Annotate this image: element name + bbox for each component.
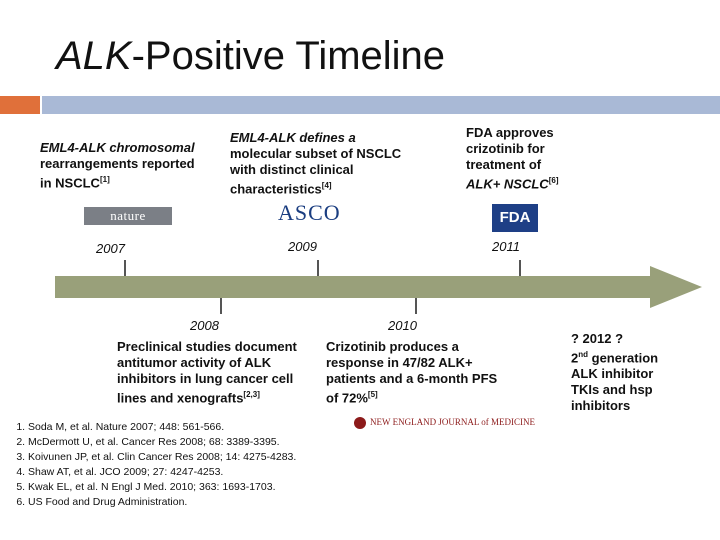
nejm-seal-icon bbox=[354, 417, 366, 429]
asco-logo: ASCO bbox=[278, 200, 341, 225]
year-2008-label: 2008 bbox=[190, 318, 219, 333]
event-2009-note: EML4-ALK defines a molecular subset of NSCLC with distinct clinical characteristics[4] bbox=[230, 130, 402, 197]
year-2009-label: 2009 bbox=[288, 239, 317, 254]
event-2010-note: Crizotinib produces a response in 47/82 ALK+ patients and a 6-month PFS of 72%[5] bbox=[326, 339, 498, 406]
reference-item: 6. US Food and Drug Administration. bbox=[28, 495, 296, 510]
reference-item: 2. McDermott U, et al. Cancer Res 2008; 68: 3389-3395. bbox=[28, 435, 296, 450]
event-2007-note: EML4-ALK chromosomal rearrangements reported in NSCLC[1] bbox=[40, 140, 195, 191]
fda-logo: FDA bbox=[492, 204, 538, 232]
nature-logo: nature bbox=[84, 207, 172, 225]
event-2011-note: FDA approves crizotinib for treatment of ALK+ NSCLC[6] bbox=[466, 125, 559, 192]
event-2008-note: Preclinical studies document antitumor activity of ALK inhibitors in lung cancer cell lines and xenografts[2,3] bbox=[117, 339, 297, 406]
tick-2007 bbox=[124, 260, 126, 276]
reference-item: 4. Shaw AT, et al. JCO 2009; 27: 4247-4253. bbox=[28, 465, 296, 480]
tick-2009 bbox=[317, 260, 319, 276]
slide-title: ALK-Positive Timeline bbox=[56, 34, 446, 78]
timeline-bar bbox=[55, 276, 650, 298]
timeline-arrowhead bbox=[650, 266, 702, 308]
tick-2010 bbox=[415, 298, 417, 314]
year-2007-label: 2007 bbox=[96, 241, 125, 256]
title-rule-bar bbox=[42, 96, 720, 114]
tick-2011 bbox=[519, 260, 521, 276]
reference-item: 3. Koivunen JP, et al. Clin Cancer Res 2008; 14: 4275-4283. bbox=[28, 450, 296, 465]
nejm-logo: NEW ENGLAND JOURNAL of MEDICINE bbox=[354, 417, 535, 429]
references-list bbox=[8, 420, 296, 510]
title-accent-bar bbox=[0, 96, 40, 114]
reference-item: 5. Kwak EL, et al. N Engl J Med. 2010; 363: 1693-1703. bbox=[28, 480, 296, 495]
year-2011-label: 2011 bbox=[492, 239, 520, 254]
reference-item: 1. Soda M, et al. Nature 2007; 448: 561-566. bbox=[28, 420, 296, 435]
future-note: ? 2012 ? 2nd generation ALK inhibitor TKIs and hsp inhibitors bbox=[571, 331, 659, 414]
tick-2008 bbox=[220, 298, 222, 314]
year-2010-label: 2010 bbox=[388, 318, 417, 333]
